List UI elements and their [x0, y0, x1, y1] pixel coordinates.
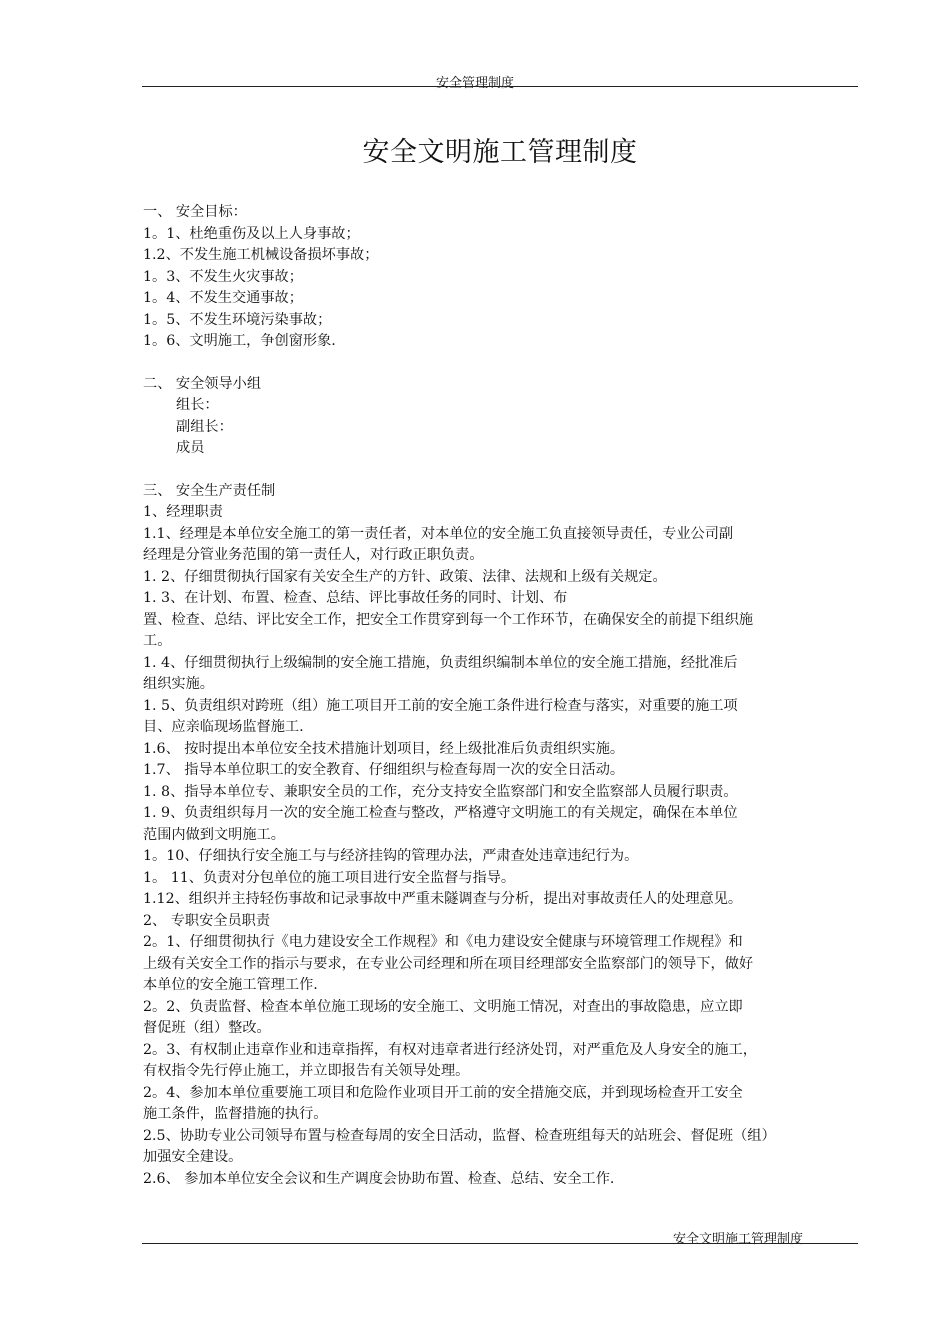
list-item: 成员 — [176, 440, 205, 456]
paragraph-line: 1. 5、负责组织对跨班（组）施工项目开工前的安全施工条件进行检查与落实，对重要的施工项 — [143, 697, 738, 714]
list-item: 1。3、不发生火灾事故； — [143, 268, 303, 285]
section-heading-2: 二、 安全领导小组 — [143, 375, 262, 392]
list-item: 组长： — [176, 397, 219, 413]
paragraph-line: 1.1、经理是本单位安全施工的第一责任者，对本单位的安全施工负直接领导责任，专业公司副 — [143, 525, 734, 542]
list-item: 1。4、不发生交通事故； — [143, 290, 303, 306]
spacer — [143, 460, 857, 481]
paragraph-line: 1. 4、仔细贯彻执行上级编制的安全施工措施，负责组织编制本单位的安全施工措施，经批准后 — [143, 654, 738, 671]
paragraph-line: 1。 11、负责对分包单位的施工项目进行安全监督与指导。 — [143, 869, 516, 886]
spacer — [143, 353, 857, 374]
document-body — [143, 202, 857, 1190]
paragraph-line: 加强安全建设。 — [143, 1149, 243, 1165]
paragraph-line: 本单位的安全施工管理工作. — [143, 977, 318, 993]
paragraph-line: 施工条件，监督措施的执行。 — [143, 1106, 328, 1122]
paragraph-line: 1. 2、仔细贯彻执行国家有关安全生产的方针、政策、法律、法规和上级有关规定。 — [143, 568, 667, 585]
paragraph-line: 督促班（组）整改。 — [143, 1020, 271, 1036]
paragraph-line: 工。 — [143, 633, 172, 649]
paragraph-line: 1。10、仔细执行安全施工与与经济挂钩的管理办法，严肃查处违章违纪行为。 — [143, 848, 639, 864]
list-item: 1.2、不发生施工机械设备损坏事故； — [143, 247, 379, 263]
paragraph-line: 组织实施。 — [143, 676, 214, 692]
list-item: 副组长： — [176, 418, 233, 435]
list-item: 1。1、杜绝重伤及以上人身事故； — [143, 225, 360, 242]
paragraph-line: 2.5、协助专业公司领导布置与检查每周的安全日活动，监督、检查班组每天的站班会、督促班（组） — [143, 1127, 776, 1144]
list-item: 1。5、不发生环境污染事故； — [143, 311, 332, 328]
paragraph-line: 2。2、负责监督、检查本单位施工现场的安全施工、文明施工情况，对查出的事故隐患，应立即 — [143, 998, 743, 1015]
list-item: 1。6、文明施工，争创窗形象. — [143, 333, 336, 349]
running-footer: 安全文明施工管理制度 — [673, 1232, 804, 1247]
paragraph-line: 1.7、 指导本单位职工的安全教育、仔细组织与检查每周一次的安全日活动。 — [143, 762, 625, 778]
footer-rule — [142, 1243, 858, 1244]
paragraph-line: 1.12、组织并主持轻伤事故和记录事故中严重未隧调查与分析，提出对事故责任人的处理意见。 — [143, 891, 743, 907]
paragraph-line: 有权指令先行停止施工，并立即报告有关领导处理。 — [143, 1063, 470, 1079]
subsection-heading: 2、 专职安全员职责 — [143, 912, 271, 929]
paragraph-line: 2。1、仔细贯彻执行《电力建设安全工作规程》和《电力建设安全健康与环境管理工作规程》和 — [143, 934, 743, 950]
paragraph-line: 经理是分管业务范围的第一责任人，对行政正职负责。 — [143, 547, 484, 563]
document-title: 安全文明施工管理制度 — [362, 137, 638, 168]
paragraph-line: 1. 3、在计划、布置、检查、总结、评比事故任务的同时、计划、布 — [143, 590, 568, 606]
paragraph-line: 2。3、有权制止违章作业和违章指挥，有权对违章者进行经济处罚，对严重危及人身安全的施工， — [143, 1041, 757, 1058]
paragraph-line: 2.6、 参加本单位安全会议和生产调度会协助布置、检查、总结、安全工作. — [143, 1170, 615, 1187]
paragraph-line: 范围内做到文明施工。 — [143, 826, 285, 843]
section-heading-3: 三、 安全生产责任制 — [143, 482, 276, 499]
header-rule — [142, 86, 858, 87]
paragraph-line: 1. 8、指导本单位专、兼职安全员的工作，充分支持安全监察部门和安全监察部人员履行职责。 — [143, 783, 738, 800]
paragraph-line: 1. 9、负责组织每月一次的安全施工检查与整改，严格遵守文明施工的有关规定，确保在本单位 — [143, 805, 738, 821]
paragraph-line: 1.6、 按时提出本单位安全技术措施计划项目，经上级批准后负责组织实施。 — [143, 740, 625, 757]
section-heading-1: 一、 安全目标： — [143, 204, 247, 220]
subsection-heading: 1、经理职责 — [143, 504, 223, 520]
paragraph-line: 置、检查、总结、评比安全工作，把安全工作贯穿到每一个工作环节，在确保安全的前提下组织施 — [143, 611, 754, 628]
paragraph-line: 目、应亲临现场监督施工. — [143, 719, 304, 735]
running-header: 安全管理制度 — [435, 76, 514, 91]
paragraph-line: 2。4、参加本单位重要施工项目和危险作业项目开工前的安全措施交底，并到现场检查开工安全 — [143, 1084, 743, 1101]
paragraph-line: 上级有关安全工作的指示与要求，在专业公司经理和所在项目经理部安全监察部门的领导下，做好 — [143, 955, 754, 972]
